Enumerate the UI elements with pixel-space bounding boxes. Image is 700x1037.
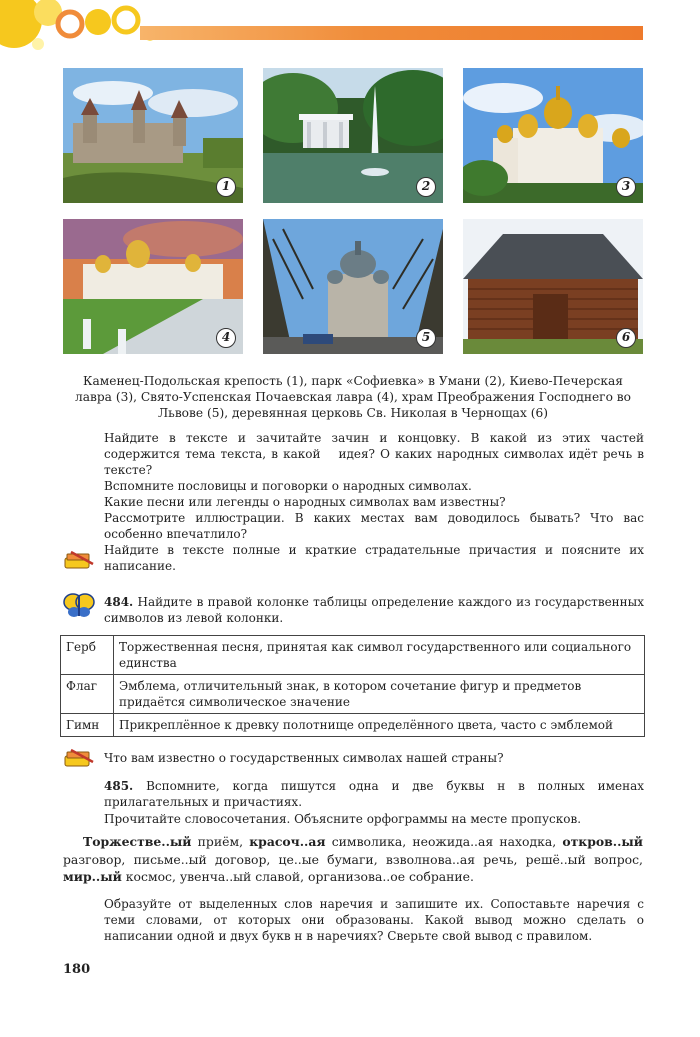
highlighted-word: откров..ый (562, 834, 643, 849)
table-term: Герб (61, 636, 114, 675)
table-definition: Эмблема, отличительный знак, в котором сочетание фигур и предметов придаётся символическое значение (114, 675, 645, 714)
exercise-485-number: 485. (104, 779, 134, 793)
symbols-table (60, 635, 645, 737)
question-1-part-2: идея? О каких народных символах идёт речь в тексте? (104, 447, 644, 477)
dictation-text: космос, увенча..ый славой, организова..ое собрание. (121, 869, 474, 884)
word-combinations (63, 833, 643, 886)
photo-grid (63, 68, 643, 356)
dictation-text: приём, (191, 834, 250, 849)
exercise-485-text: Вспомните, когда пишутся одна и две буквы н в полных именах прилагательных и причастиях. (104, 779, 644, 809)
exercise-484 (104, 594, 644, 626)
butterfly-icon (63, 592, 95, 618)
question-4: Рассмотрите иллюстрации. В каких местах вам доводилось бывать? Что вас особенно впечатлило? (104, 511, 644, 541)
table-term: Флаг (61, 675, 114, 714)
exercise-485-instruction: Прочитайте словосочетания. Объясните орфограммы на месте пропусков. (104, 812, 582, 826)
question-2: Вспомните пословицы и поговорки о народных символах. (104, 479, 472, 493)
photo-lavra-kyiv (463, 68, 643, 203)
highlighted-word: Торжестве..ый (83, 834, 192, 849)
questions-block (104, 430, 644, 574)
photo-number-1: 1 (216, 177, 236, 197)
question-state-symbols: Что вам известно о государственных символах нашей страны? (104, 751, 504, 765)
table-definition: Торжественная песня, принятая как символ государственного или социального единства (114, 636, 645, 675)
writing-task-icon (63, 748, 95, 768)
table-row (61, 714, 645, 737)
photo-lavra-pochaiv (63, 219, 243, 354)
photo-number-6: 6 (616, 328, 636, 348)
photo-number-5: 5 (416, 328, 436, 348)
header-bar (140, 26, 643, 40)
exercise-485-task: Образуйте от выделенных слов наречия и запишите их. Сопоставьте наречия с теми словами, от которых они образованы. Какой вывод можно сделать о написании одной и двух букв н в наречиях? Сверьте свой вывод с правилом. (104, 897, 644, 943)
photo-park (263, 68, 443, 203)
question-3: Какие песни или легенды о народных символах вам известны? (104, 495, 506, 509)
question-1 (104, 430, 644, 478)
photo-number-3: 3 (616, 177, 636, 197)
question-5: Найдите в тексте полные и краткие страдательные причастия и поясните их написание. (104, 543, 644, 573)
highlighted-word: красоч..ая (249, 834, 326, 849)
photo-church-lviv (263, 219, 443, 354)
highlighted-word: мир..ый (63, 869, 122, 884)
question-1-part-1: Найдите в тексте и зачитайте зачин и концовку. В какой из этих частей содержится тема текста, в какой (104, 431, 644, 461)
photo-caption: Каменец-Подольская крепость (1), парк «Софиевка» в Умани (2), Киево-Печерская лавра (3), Свято-Успенская Почаевская лавра (4), храм Преображения Господнего во Львове (5), деревянная церковь Св. Николая в Чернощах (6) (75, 374, 631, 420)
exercise-485 (104, 778, 644, 810)
table-definition: Прикреплённое к древку полотнище определённого цвета, часто с эмблемой (114, 714, 645, 737)
photo-wooden-church (463, 219, 643, 354)
photo-number-2: 2 (416, 177, 436, 197)
writing-task-icon (63, 550, 95, 570)
dictation-text: разговор, письме..ый договор, це..ые бумаги, взволнова..ая речь, решё..ый вопрос, (63, 851, 643, 867)
table-row (61, 675, 645, 714)
table-term: Гимн (61, 714, 114, 737)
photo-fortress (63, 68, 243, 203)
page-number: 180 (63, 962, 91, 977)
dictation-text: символика, неожида..ая находка, (325, 834, 563, 849)
exercise-484-text: Найдите в правой колонке таблицы определение каждого из государственных символов из левой колонки. (104, 595, 644, 625)
photo-number-4: 4 (216, 328, 236, 348)
table-row (61, 636, 645, 675)
exercise-484-number: 484. (104, 595, 134, 609)
